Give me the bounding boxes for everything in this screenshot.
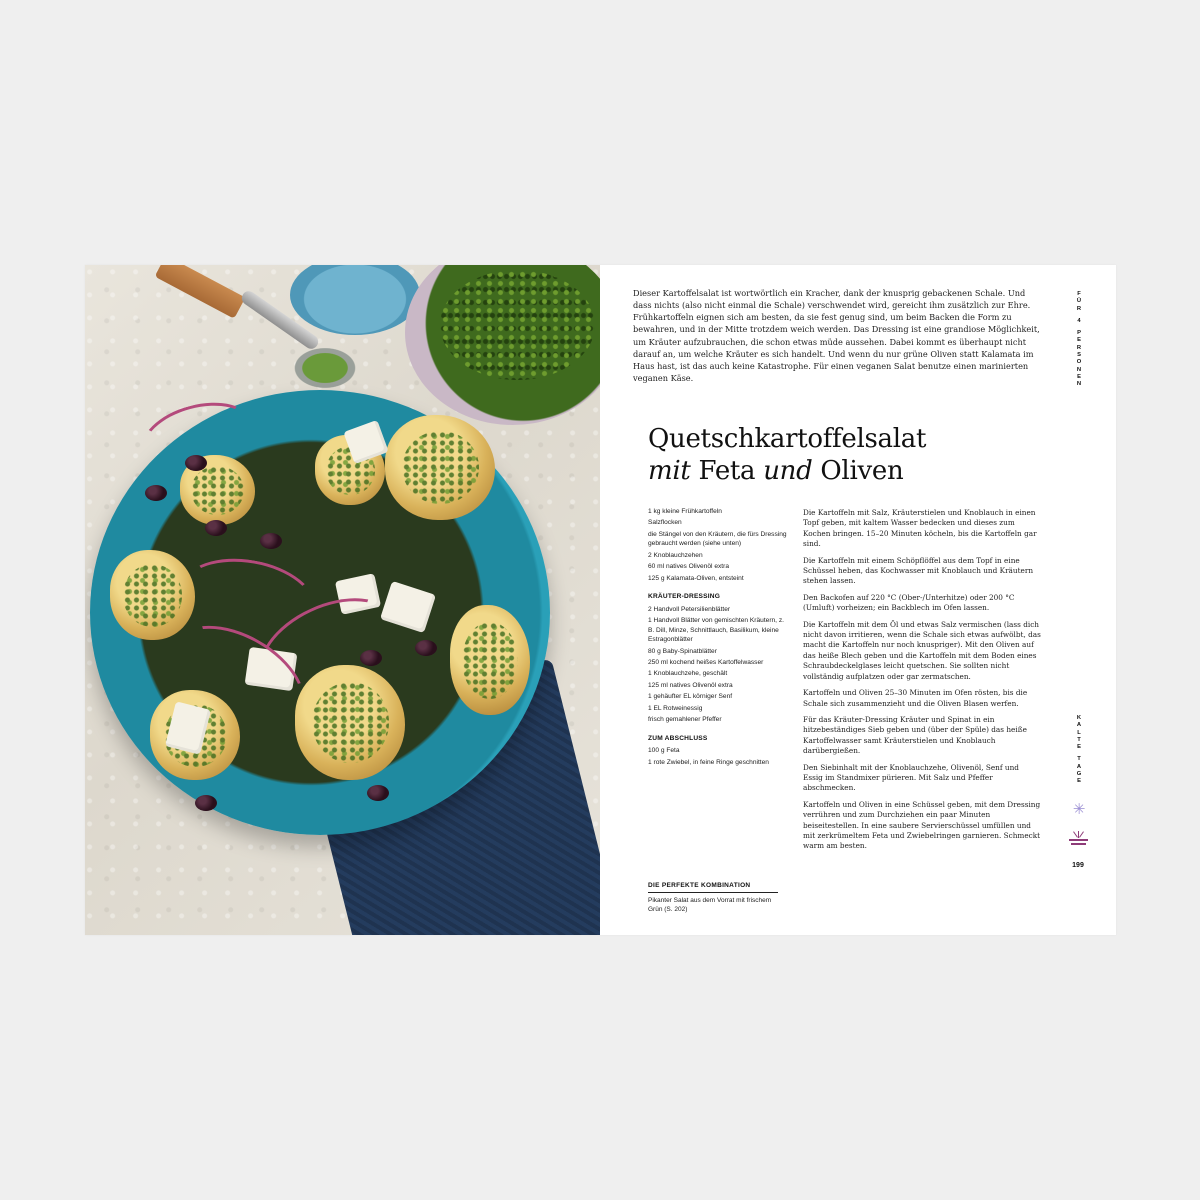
title-line-2 (648, 455, 926, 487)
finish-item: 100 g Feta (648, 747, 680, 755)
title-text-oliven: Oliven (812, 456, 904, 486)
method-step: Die Kartoffeln mit dem Öl und etwas Salz vermischen (lass dich nicht davon irritieren, wenn die Schale sich etwas aufwölbt, das macht die Kartoffeln nur noch knuspriger). Mit den Oliven auf das heiße Blech geben und die Kartoffeln mit dem Boden eines Schraubdeckelglases leicht quetschen. Sie sollten nicht vollständig aufplatzen oder gar zermatschen. (803, 619, 1041, 681)
method-step: Den Backofen auf 220 °C (Ober-/Unterhitze) oder 200 °C (Umluft) vorheizen; ein Backblech im Ofen lassen. (803, 592, 1015, 613)
side-tab-letter: T (1077, 736, 1081, 743)
intro-text: Dieser Kartoffelsalat ist wortwörtlich ein Kracher, dank der knusprig gebackenen Schale. Und dass nichts (also nicht einmal die Schale) verschwendet wird, gereicht ihm zusätzlich zur Ehre. Frühkartoffeln eignen sich am besten, da sie fest genug sind, um beim Backen die Form zu bewahren, und in der Mitte trotzdem weich werden. Das Dressing ist eine grandiose Möglichkeit, um Kräuter aufzubrauchen, die schon etwas müde aussehen. Dabei kommt es überhaupt nicht darauf an, um welche Kräuter es sich handelt. Und wenn du nur grüne Oliven statt Kalamata im Haus hast, ist das auch keine Katastrophe. Für einen veganen Salat benutze einen marinierten veganen Käse. (633, 288, 1040, 384)
photo-olive (145, 485, 167, 501)
photo-olive (367, 785, 389, 801)
side-tab-letter: Ü (1076, 298, 1082, 305)
recipe-intro (633, 287, 1041, 384)
side-tab-letter: E (1077, 778, 1081, 785)
photo-olive (205, 520, 227, 536)
dressing-item: 1 gehäufter EL körniger Senf (648, 693, 733, 701)
title-line-1: Quetschkartoffelsalat (648, 424, 927, 454)
ingredient-item: 125 g Kalamata-Oliven, entsteint (648, 574, 744, 582)
side-tab-category (1074, 715, 1084, 786)
dressing-item: 80 g Baby-Spinatblätter (648, 647, 717, 655)
dressing-item: frisch gemahlener Pfeffer (648, 716, 722, 724)
ingredients-list (648, 507, 788, 769)
method-step: Den Siebinhalt mit der Knoblauchzehe, Olivenöl, Senf und Essig im Standmixer pürieren. Mit Salz und Pfeffer abschmecken. (803, 762, 1019, 793)
side-tab-letter: E (1077, 337, 1081, 344)
book-spread (85, 265, 1116, 935)
recipe-photo (85, 265, 600, 935)
side-tab-letter: K (1076, 715, 1082, 721)
dressing-item: 1 Handvoll Blätter von gemischten Kräutern, z. B. Dill, Minze, Schnittlauch, Basilikum, kleine Estragonblätter (648, 617, 784, 644)
method-step: Für das Kräuter-Dressing Kräuter und Spinat in ein hitzebeständiges Sieb geben und (über der Spüle) das heiße Kartoffelwasser samt Kräuterstielen und Knoblauch darübergießen. (803, 714, 1027, 756)
perfect-combination-box (648, 881, 778, 914)
photo-potato (385, 415, 495, 520)
side-tab-letter: O (1076, 359, 1082, 366)
side-tab-letter: A (1076, 763, 1082, 770)
ingredient-item: die Stängel von den Kräutern, die fürs Dressing gebraucht werden (siehe unten) (648, 530, 787, 548)
side-tab-letter: E (1077, 744, 1081, 751)
sunset-bar (1069, 839, 1088, 841)
page-number: 199 (1072, 862, 1084, 869)
side-tab-letter: T (1077, 756, 1081, 763)
photo-potato (450, 605, 530, 715)
photo-olive (195, 795, 217, 811)
sunset-ray (1079, 831, 1084, 837)
ingredient-item: 2 Knoblauchzehen (648, 551, 703, 559)
method-step: Kartoffeln und Oliven 25–30 Minuten im Ofen rösten, bis die Schale sich zusammenzieht und die Oliven Blasen werfen. (803, 688, 1028, 708)
title-italic-mit: mit (648, 456, 691, 486)
photo-spoon (290, 345, 360, 391)
method-step: Die Kartoffeln mit einem Schöpflöffel aus dem Topf in eine Schüssel heben, das Kochwasser mit Knoblauch und Kräutern stehen lassen. (803, 555, 1034, 586)
ingredient-item: 60 ml natives Olivenöl extra (648, 563, 729, 571)
photo-olive (260, 533, 282, 549)
side-tab-letter: P (1077, 330, 1081, 337)
side-tab-letter: R (1076, 305, 1082, 312)
recipe-title (648, 423, 926, 487)
dressing-item: 2 Handvoll Petersilienblätter (648, 605, 731, 613)
snowflake-icon: ✳ (1072, 800, 1086, 818)
ingredient-item: Salzflocken (648, 519, 682, 527)
ingredient-item: 1 kg kleine Frühkartoffeln (648, 508, 722, 515)
side-tab-servings (1074, 291, 1084, 389)
dressing-item: 250 ml kochend heißes Kartoffelwasser (648, 659, 764, 667)
side-tab-letter: E (1077, 373, 1081, 380)
sunset-bar (1071, 843, 1086, 845)
method-steps (803, 508, 1041, 858)
side-tab-letter: G (1076, 771, 1082, 778)
title-italic-und: und (763, 456, 813, 486)
side-tab-letter: S (1077, 352, 1081, 359)
method-step: Kartoffeln und Oliven in eine Schüssel geben, mit dem Dressing verrühren und zum Durchziehen ein paar Minuten beiseitestellen. In eine saubere Servierschüssel umfüllen und mit zerkrümeltem Feta und Zwiebelringen garnieren. Schmeckt warm am besten. (803, 799, 1041, 851)
combo-text: Pikanter Salat aus dem Vorrat mit frischem Grün (S. 202) (648, 897, 772, 913)
recipe-page (600, 265, 1116, 935)
dressing-item: 1 EL Rotweinessig (648, 704, 703, 712)
photo-olive (415, 640, 437, 656)
side-tab-letter: F (1077, 291, 1081, 297)
dressing-item: 125 ml natives Olivenöl extra (648, 681, 733, 689)
sunset-icon (1069, 831, 1088, 845)
side-tab-letter: A (1076, 722, 1082, 729)
dressing-heading: KRÄUTER-DRESSING (648, 593, 721, 601)
side-tab-letter: N (1076, 381, 1082, 388)
side-tab-letter: 4 (1077, 317, 1081, 324)
side-tab-letter: N (1076, 366, 1082, 373)
method-step: Die Kartoffeln mit Salz, Kräuterstielen und Knoblauch in einen Topf geben, mit kaltem Wasser bedecken und dieses zum Kochen bringen. 15–20 Minuten köcheln, bis die Kartoffeln gar sind. (803, 508, 1037, 549)
dressing-item: 1 Knoblauchzehe, geschält (648, 670, 728, 678)
finish-heading: ZUM ABSCHLUSS (648, 734, 708, 742)
combo-heading: DIE PERFEKTE KOMBINATION (648, 881, 778, 893)
finish-item: 1 rote Zwiebel, in feine Ringe geschnitten (648, 758, 769, 766)
side-tab-letter: L (1077, 729, 1081, 736)
side-tab-letter: R (1076, 344, 1082, 351)
title-text-feta: Feta (690, 456, 764, 486)
